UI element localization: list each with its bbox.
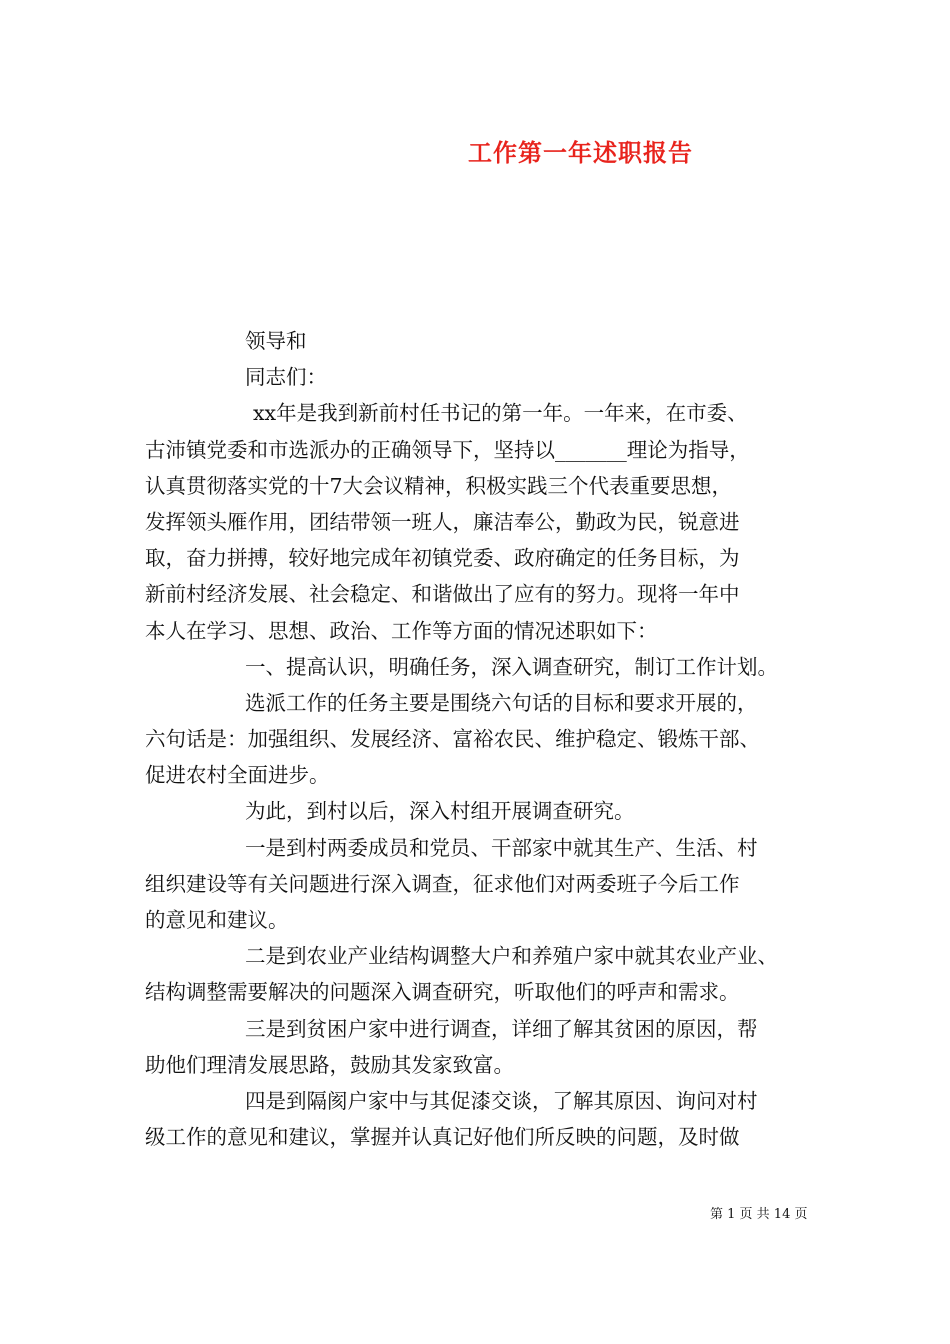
paragraph-line: 三是到贫困户家中进行调查，详细了解其贫困的原因，帮 bbox=[245, 1016, 758, 1041]
page-number-footer: 第 1 页 共 14 页 bbox=[710, 1207, 808, 1222]
paragraph-line: 组织建设等有关问题进行深入调查，征求他们对两委班子今后工作 bbox=[145, 871, 740, 896]
paragraph-line: 一是到村两委成员和党员、干部家中就其生产、生活、村 bbox=[245, 835, 758, 860]
paragraph-line: 取，奋力拼搏，较好地完成年初镇党委、政府确定的任务目标，为 bbox=[145, 546, 740, 571]
paragraph-line: 助他们理清发展思路，鼓励其发家致富。 bbox=[145, 1052, 514, 1077]
paragraph-line: 发挥领头雁作用，团结带领一班人，廉洁奉公，勤政为民，锐意进 bbox=[145, 509, 740, 534]
paragraph-line: 的意见和建议。 bbox=[145, 908, 289, 932]
paragraph-line: xx年是我到新前村任书记的第一年。一年来，在市委、 bbox=[253, 401, 748, 426]
paragraph-line: 新前村经济发展、社会稳定、和谐做出了应有的努力。现将一年中 bbox=[145, 582, 740, 607]
paragraph-line: 二是到农业产业结构调整大户和养殖户家中就其农业产业、 bbox=[245, 944, 778, 969]
paragraph-line: 结构调整需要解决的问题深入调查研究，听取他们的呼声和需求。 bbox=[145, 980, 740, 1005]
paragraph-line: 四是到隔阂户家中与其促漆交谈，了解其原因、询问对村 bbox=[245, 1088, 758, 1113]
paragraph-line: 级工作的意见和建议，掌握并认真记好他们所反映的问题，及时做 bbox=[145, 1125, 740, 1150]
paragraph-line: 促进农村全面进步。 bbox=[145, 763, 330, 788]
paragraph-line: 本人在学习、思想、政治、工作等方面的情况述职如下： bbox=[145, 618, 658, 643]
paragraph-line: 为此，到村以后，深入村组开展调查研究。 bbox=[245, 799, 635, 824]
paragraph-line: 古沛镇党委和市选派办的正确领导下，坚持以_______理论为指导， bbox=[145, 437, 750, 462]
salutation-line-1: 领导和 bbox=[245, 329, 307, 353]
document-body bbox=[145, 323, 825, 1155]
document-title: 工作第一年述职报告 bbox=[468, 138, 693, 167]
section-heading: 一、提高认识，明确任务，深入调查研究，制订工作计划。 bbox=[245, 654, 778, 679]
paragraph-line: 认真贯彻落实党的十7大会议精神，积极实践三个代表重要思想， bbox=[145, 473, 733, 498]
paragraph-line: 选派工作的任务主要是围绕六句话的目标和要求开展的， bbox=[245, 690, 758, 715]
paragraph-line: 六句话是：加强组织、发展经济、富裕农民、维护稳定、锻炼干部、 bbox=[145, 727, 760, 752]
salutation-line-2: 同志们： bbox=[245, 365, 327, 390]
